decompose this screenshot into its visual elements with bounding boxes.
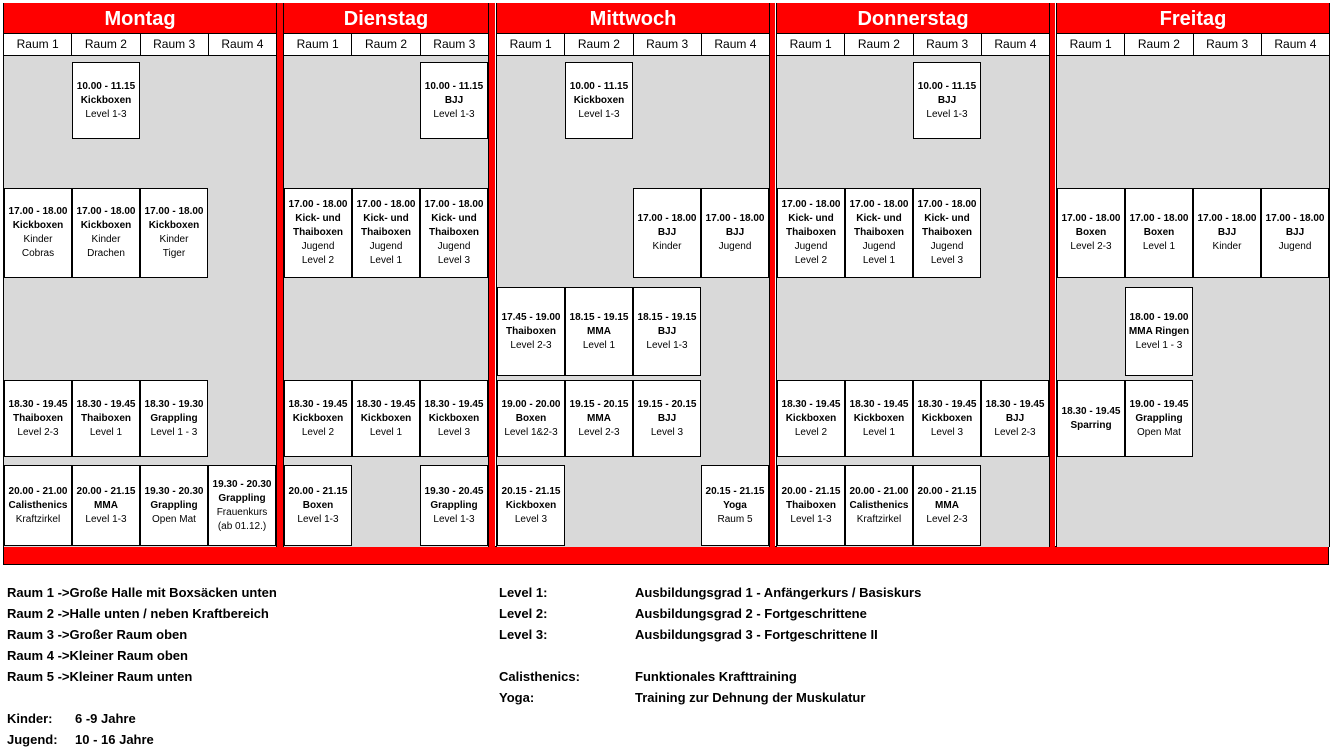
class-time: 20.00 - 21.15 (781, 485, 841, 497)
class-cell[interactable] (701, 465, 769, 546)
class-detail: Level 1 (582, 339, 616, 351)
class-name: Kickboxen (292, 412, 344, 424)
room-header: Raum 2 (72, 34, 140, 55)
class-name: Kickboxen (573, 94, 625, 106)
class-cell[interactable] (140, 380, 208, 457)
class-detail: Level 3 (930, 255, 964, 266)
class-detail: Level 1 - 3 (150, 426, 198, 438)
class-time: 20.00 - 21.15 (288, 485, 348, 497)
class-detail: Level 2 (794, 426, 828, 438)
class-cell[interactable] (284, 465, 352, 546)
level-value: Ausbildungsgrad 2 - Fortgeschrittene (635, 606, 867, 621)
day-separator (489, 3, 495, 547)
class-time: 17.00 - 18.00 (917, 199, 977, 210)
class-cell[interactable] (1057, 380, 1125, 457)
class-time: 18.00 - 19.00 (1129, 311, 1189, 323)
class-time: 18.30 - 19.45 (917, 398, 977, 410)
class-cell[interactable] (565, 62, 633, 139)
term-label: Calisthenics: (499, 669, 580, 684)
class-cell[interactable] (633, 188, 701, 278)
class-cell[interactable] (420, 62, 488, 139)
class-time: 17.00 - 18.00 (288, 199, 348, 210)
class-time: 17.00 - 18.00 (781, 199, 841, 210)
class-cell[interactable] (777, 380, 845, 457)
class-time: 19.00 - 20.00 (501, 398, 561, 410)
class-time: 18.15 - 19.15 (637, 311, 697, 323)
class-detail: Kinder (91, 234, 121, 245)
class-name: Calisthenics (849, 499, 909, 511)
level-label: Level 2: (499, 606, 548, 621)
class-name: BJJ (1285, 227, 1305, 238)
class-time: 17.00 - 18.00 (356, 199, 416, 210)
class-detail: Jugend (930, 241, 964, 252)
class-time: 20.00 - 21.15 (917, 485, 977, 497)
class-name: Calisthenics (8, 499, 68, 511)
class-detail: Level 1-3 (926, 108, 968, 120)
room-header: Raum 4 (221, 37, 264, 51)
class-name: Kick- und Thaiboxen (428, 213, 479, 238)
class-time: 18.30 - 19.45 (288, 398, 348, 410)
room-header: Raum 1 (4, 34, 72, 55)
class-time: 17.00 - 18.00 (637, 213, 697, 224)
class-cell[interactable] (352, 188, 420, 278)
room-header: Raum 4 (994, 37, 1037, 51)
class-time: 19.00 - 19.45 (1129, 398, 1189, 410)
class-cell[interactable] (845, 380, 913, 457)
class-time: 17.00 - 18.00 (1265, 213, 1325, 224)
class-name: Kick- und Thaiboxen (785, 213, 836, 238)
class-cell[interactable] (72, 62, 140, 139)
day-column-donnerstag (776, 3, 1050, 547)
day-header: Mittwoch (497, 3, 769, 34)
class-name: BJJ (937, 94, 957, 106)
day-header: Montag (4, 3, 276, 34)
class-cell[interactable] (1193, 188, 1261, 278)
class-detail: Kinder (1212, 241, 1242, 252)
class-name: Kickboxen (80, 94, 132, 106)
class-detail: Level 2-3 (926, 513, 968, 525)
class-cell[interactable] (913, 188, 981, 278)
class-time: 18.30 - 19.45 (356, 398, 416, 410)
class-name: Thaiboxen (80, 412, 131, 424)
class-detail: Level 1 (862, 426, 896, 438)
level-value: Ausbildungsgrad 3 - Fortgeschrittene II (635, 627, 878, 642)
class-name: Thaiboxen (785, 499, 836, 511)
room-header: Raum 3 (634, 34, 702, 55)
class-detail: Kinder (159, 234, 189, 245)
class-detail: Kraftzirkel (856, 513, 902, 525)
class-name: Kickboxen (80, 220, 132, 231)
class-time: 17.00 - 18.00 (1197, 213, 1257, 224)
age-label: Jugend: (7, 732, 58, 747)
class-time: 17.00 - 18.00 (705, 213, 765, 224)
class-cell[interactable] (913, 465, 981, 546)
room-header: Raum 2 (845, 34, 913, 55)
class-name: BJJ (657, 412, 677, 424)
class-cell[interactable] (497, 380, 565, 457)
class-cell[interactable] (497, 465, 565, 546)
class-cell[interactable] (1125, 287, 1193, 376)
day-column-mittwoch (496, 3, 770, 547)
class-name: Boxen (515, 412, 547, 424)
class-detail: Level 2-3 (994, 426, 1036, 438)
class-time: 10.00 - 11.15 (917, 80, 977, 92)
room-header: Raum 4 (1274, 37, 1317, 51)
class-detail: Level 3 (514, 513, 548, 525)
class-cell[interactable] (497, 287, 565, 376)
class-detail: Level 1-3 (790, 513, 832, 525)
class-name: Kick- und Thaiboxen (360, 213, 411, 238)
class-time: 18.15 - 19.15 (569, 311, 629, 323)
class-cell[interactable] (208, 465, 276, 546)
class-detail: Level 1-3 (433, 108, 475, 120)
class-name: BJJ (657, 325, 677, 337)
class-name: Kickboxen (12, 220, 64, 231)
class-detail: Level 2-3 (510, 339, 552, 351)
room-header: Raum 1 (284, 34, 352, 55)
class-time: 19.30 - 20.45 (424, 485, 484, 497)
room-header-row (497, 34, 769, 56)
room-header: Raum 3 (914, 34, 982, 55)
class-cell[interactable] (913, 380, 981, 457)
class-detail: Level 3 (437, 426, 471, 438)
class-name: Boxen (302, 499, 334, 511)
class-detail: Level 1-3 (297, 513, 339, 525)
class-name: Kick- und Thaiboxen (921, 213, 972, 238)
room-legend-item: Raum 1 ->Große Halle mit Boxsäcken unten (7, 585, 277, 600)
class-detail: Level 2 (301, 255, 335, 266)
room-header: Raum 2 (1125, 34, 1193, 55)
day-header: Donnerstag (777, 3, 1049, 34)
class-name: MMA (94, 499, 118, 511)
class-name: Thaiboxen (12, 412, 63, 424)
class-cell[interactable] (352, 380, 420, 457)
class-time: 18.30 - 19.45 (76, 398, 136, 410)
class-name: Kickboxen (785, 412, 837, 424)
class-detail: Level 1 (89, 426, 123, 438)
class-cell[interactable] (420, 380, 488, 457)
class-name: Kick- und Thaiboxen (292, 213, 343, 238)
class-time: 10.00 - 11.15 (76, 80, 136, 92)
level-legend (499, 585, 999, 715)
room-header: Raum 1 (497, 34, 565, 55)
class-name: Grappling (150, 499, 198, 511)
class-cell[interactable] (284, 188, 352, 278)
class-cell[interactable] (140, 188, 208, 278)
class-name: Grappling (150, 412, 198, 424)
room-header: Raum 1 (777, 34, 845, 55)
class-detail: Level 2-3 (578, 426, 620, 438)
class-detail: Level 1-3 (85, 108, 127, 120)
class-detail: Level 1 - 3 (1135, 339, 1183, 351)
day-header: Dienstag (284, 3, 488, 34)
class-detail: Frauenkurs (216, 506, 268, 518)
day-header: Freitag (1057, 3, 1329, 34)
class-detail: Drachen (87, 248, 125, 259)
class-detail: Level 2-3 (17, 426, 59, 438)
class-name: BJJ (1005, 412, 1025, 424)
class-cell[interactable] (72, 188, 140, 278)
term-value: Training zur Dehnung der Muskulatur (635, 690, 866, 705)
class-name: MMA (587, 325, 611, 337)
day-column-montag (3, 3, 277, 547)
age-value: 6 -9 Jahre (75, 711, 136, 726)
class-detail: Cobras (21, 248, 55, 259)
class-cell[interactable] (701, 188, 769, 278)
class-detail: Kraftzirkel (15, 513, 61, 525)
class-time: 10.00 - 11.15 (569, 80, 629, 92)
class-time: 18.30 - 19.45 (424, 398, 484, 410)
class-cell[interactable] (1125, 380, 1193, 457)
class-name: Boxen (1075, 227, 1107, 238)
class-detail: Jugend (1278, 241, 1312, 252)
class-name: MMA (935, 499, 959, 511)
class-detail: Level 2-3 (1070, 241, 1112, 252)
term-value: Funktionales Krafttraining (635, 669, 797, 684)
class-time: 17.45 - 19.00 (501, 311, 561, 323)
class-detail: Open Mat (152, 513, 196, 525)
class-cell[interactable] (633, 287, 701, 376)
class-time: 17.00 - 18.00 (76, 206, 136, 217)
class-name: Grappling (430, 499, 478, 511)
room-legend (7, 585, 447, 745)
class-name: MMA (587, 412, 611, 424)
class-cell[interactable] (633, 380, 701, 457)
class-name: Sparring (1070, 419, 1112, 431)
day-column-dienstag (283, 3, 489, 547)
class-cell[interactable] (1057, 188, 1125, 278)
class-detail: Tiger (162, 248, 186, 259)
room-header: Raum 3 (1194, 34, 1262, 55)
class-cell[interactable] (4, 380, 72, 457)
class-detail: Open Mat (1137, 426, 1181, 438)
class-name: BJJ (725, 227, 745, 238)
class-name: Thaiboxen (505, 325, 556, 337)
class-time: 18.30 - 19.45 (985, 398, 1045, 410)
class-cell[interactable] (913, 62, 981, 139)
class-time: 18.30 - 19.45 (781, 398, 841, 410)
class-cell[interactable] (845, 465, 913, 546)
class-name: BJJ (657, 227, 677, 238)
class-detail: Jugend (369, 241, 403, 252)
class-name: Kickboxen (853, 412, 905, 424)
class-detail: Level 1-3 (85, 513, 127, 525)
class-detail: Jugend (437, 241, 471, 252)
level-label: Level 1: (499, 585, 548, 600)
class-cell[interactable] (981, 380, 1049, 457)
class-name: Grappling (1135, 412, 1183, 424)
class-detail: Jugend (301, 241, 335, 252)
class-name: Kickboxen (921, 412, 973, 424)
room-legend-item: Raum 4 ->Kleiner Raum oben (7, 648, 188, 663)
room-header-row (777, 34, 1049, 56)
class-time: 20.00 - 21.15 (76, 485, 136, 497)
class-cell[interactable] (845, 188, 913, 278)
class-name: Kickboxen (428, 412, 480, 424)
class-time: 17.00 - 18.00 (424, 199, 484, 210)
class-cell[interactable] (565, 380, 633, 457)
room-header: Raum 4 (714, 37, 757, 51)
class-detail: Jugend (718, 241, 752, 252)
class-time: 17.00 - 18.00 (1061, 213, 1121, 224)
room-legend-item: Raum 3 ->Großer Raum oben (7, 627, 188, 642)
class-detail: Level 1 (1142, 241, 1176, 252)
room-header: Raum 3 (433, 37, 476, 51)
room-header: Raum 2 (352, 34, 420, 55)
class-name: Kick- und Thaiboxen (853, 213, 904, 238)
bottom-bar (3, 546, 1329, 565)
age-value: 10 - 16 Jahre (75, 732, 154, 747)
room-header-row (4, 34, 276, 56)
room-legend-item: Raum 5 ->Kleiner Raum unten (7, 669, 193, 684)
class-detail: Level 1 (369, 426, 403, 438)
class-cell[interactable] (565, 287, 633, 376)
class-detail: Level 1 (862, 255, 896, 266)
term-label: Yoga: (499, 690, 535, 705)
class-time: 19.15 - 20.15 (637, 398, 697, 410)
room-legend-item: Raum 2 ->Halle unten / neben Kraftbereich (7, 606, 269, 621)
class-cell[interactable] (777, 188, 845, 278)
class-name: Kickboxen (505, 499, 557, 511)
class-time: 18.30 - 19.30 (144, 398, 204, 410)
room-header: Raum 1 (1057, 34, 1125, 55)
class-time: 17.00 - 18.00 (1129, 213, 1189, 224)
class-detail: Level 1 (369, 255, 403, 266)
class-detail: Jugend (794, 241, 828, 252)
class-cell[interactable] (420, 465, 488, 546)
class-name: Boxen (1143, 227, 1175, 238)
class-time: 19.15 - 20.15 (569, 398, 629, 410)
class-name: BJJ (1217, 227, 1237, 238)
class-time: 17.00 - 18.00 (849, 199, 909, 210)
class-time: 18.30 - 19.45 (849, 398, 909, 410)
age-label: Kinder: (7, 711, 53, 726)
class-time: 20.00 - 21.00 (849, 485, 909, 497)
class-name: Grappling (218, 492, 266, 504)
class-detail: Level 2 (794, 255, 828, 266)
class-detail: Level 3 (437, 255, 471, 266)
room-header: Raum 2 (565, 34, 633, 55)
class-detail: Kinder (23, 234, 53, 245)
class-time: 17.00 - 18.00 (144, 206, 204, 217)
class-time: 20.15 - 21.15 (705, 485, 765, 497)
level-value: Ausbildungsgrad 1 - Anfängerkurs / Basiskurs (635, 585, 922, 600)
class-cell[interactable] (1125, 188, 1193, 278)
class-detail: Level 3 (930, 426, 964, 438)
class-cell[interactable] (72, 465, 140, 546)
class-time: 19.30 - 20.30 (212, 478, 272, 490)
room-header: Raum 3 (141, 34, 209, 55)
class-time: 18.30 - 19.45 (1061, 405, 1121, 417)
class-time: 20.00 - 21.00 (8, 485, 68, 497)
class-detail: Level 3 (650, 426, 684, 438)
class-detail: Level 1&2-3 (504, 426, 558, 438)
class-name: Kickboxen (360, 412, 412, 424)
day-column-freitag (1056, 3, 1330, 547)
class-time: 20.15 - 21.15 (501, 485, 561, 497)
room-header-row (284, 34, 488, 56)
class-name: BJJ (444, 94, 464, 106)
class-cell[interactable] (420, 188, 488, 278)
class-detail: Raum 5 (717, 513, 753, 525)
class-time: 17.00 - 18.00 (8, 206, 68, 217)
class-detail: Jugend (862, 241, 896, 252)
level-label: Level 3: (499, 627, 548, 642)
class-cell[interactable] (72, 380, 140, 457)
class-time: 19.30 - 20.30 (144, 485, 204, 497)
room-header-row (1057, 34, 1329, 56)
class-detail: (ab 01.12.) (217, 520, 267, 532)
class-time: 10.00 - 11.15 (424, 80, 484, 92)
class-name: Yoga (723, 499, 747, 511)
class-cell[interactable] (777, 465, 845, 546)
class-detail: Level 1-3 (433, 513, 475, 525)
class-detail: Kinder (652, 241, 682, 252)
class-name: Kickboxen (148, 220, 200, 231)
class-time: 18.30 - 19.45 (8, 398, 68, 410)
class-detail: Level 1-3 (646, 339, 688, 351)
class-cell[interactable] (284, 380, 352, 457)
class-cell[interactable] (140, 465, 208, 546)
class-cell[interactable] (4, 188, 72, 278)
class-cell[interactable] (4, 465, 72, 546)
class-detail: Level 1-3 (578, 108, 620, 120)
class-name: MMA Ringen (1128, 325, 1190, 337)
class-cell[interactable] (1261, 188, 1329, 278)
class-detail: Level 2 (301, 426, 335, 438)
